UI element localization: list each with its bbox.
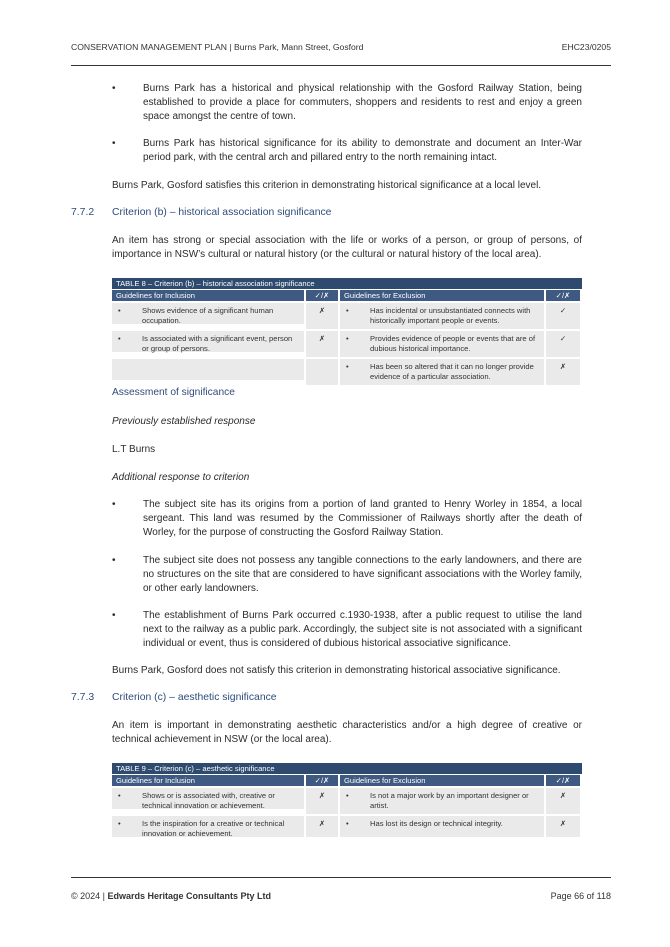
previous-response-label: Previously established response: [112, 416, 256, 427]
exclusion-cell: • Has incidental or unsubstantiated connects with historically important people or events.: [340, 301, 546, 329]
list-item: [112, 609, 582, 650]
bullet-marker: •: [112, 499, 116, 510]
previous-response: L.T Burns: [112, 444, 156, 455]
criterion-b-conclusion: Burns Park, Gosford does not satisfy this criterion in demonstrating historical associative significance.: [112, 665, 561, 676]
section-number: 7.7.2: [71, 207, 95, 218]
table-header-mark: ✓/✗: [306, 289, 340, 301]
list-item: [112, 554, 582, 595]
section-number: 7.7.3: [71, 692, 95, 703]
inclusion-cell: • Shows evidence of a significant human occupation.: [112, 301, 306, 324]
header-reference-number: EHC23/0205: [561, 42, 611, 52]
exclusion-cell: • Provides evidence of people or events that are of dubious historical importance.: [340, 329, 546, 357]
inclusion-cell: • Shows or is associated with, creative or technical innovation or achievement.: [112, 786, 306, 809]
criterion-definition: An item has strong or special association with the life or works of a person, or group of persons, of importance in NSW’s cultural or natural history (or the cultural or natural history of the local area).: [112, 235, 582, 260]
bullet-marker: •: [112, 83, 116, 94]
criterion-b-table: [112, 278, 582, 385]
exclusion-mark-cell: ✓: [546, 329, 582, 357]
exclusion-mark-cell: ✗: [546, 814, 582, 837]
exclusion-cell: • Has been so altered that it can no longer provide evidence of a particular association.: [340, 357, 546, 385]
bullet-marker: •: [112, 610, 116, 621]
exclusion-mark-cell: ✗: [546, 357, 582, 385]
list-item: [112, 82, 582, 123]
inclusion-cell-empty: [112, 357, 306, 380]
table-header-inclusion: Guidelines for Inclusion: [112, 289, 306, 301]
inclusion-cell: • Is the inspiration for a creative or technical innovation or achievement.: [112, 814, 306, 837]
header-document-title: CONSERVATION MANAGEMENT PLAN | Burns Park, Mann Street, Gosford: [71, 42, 364, 52]
table-header-exclusion: Guidelines for Exclusion: [340, 289, 546, 301]
table-header-exclusion: Guidelines for Exclusion: [340, 774, 546, 786]
list-item: [112, 498, 582, 539]
exclusion-mark-cell: ✗: [546, 786, 582, 814]
bullet-marker: •: [112, 555, 116, 566]
inclusion-mark-cell: ✗: [306, 814, 340, 837]
table-header-mark: ✓/✗: [546, 774, 582, 786]
additional-response-label: Additional response to criterion: [112, 472, 250, 483]
exclusion-mark-cell: ✓: [546, 301, 582, 329]
list-item-text: Burns Park has historical significance for its ability to demonstrate and document an Inter-War period park, with the central arch and pillared entry to the north remaining intact.: [143, 138, 582, 163]
table-caption: TABLE 9 – Criterion (c) – aesthetic significance: [112, 763, 582, 774]
list-item: [112, 137, 582, 165]
inclusion-mark-cell: ✗: [306, 786, 340, 814]
inclusion-mark-cell: ✗: [306, 329, 340, 357]
table-caption: TABLE 8 – Criterion (b) – historical association significance: [112, 278, 582, 289]
page-number: Page 66 of 118: [550, 891, 611, 901]
list-item-text: The subject site has its origins from a portion of land granted to Henry Worley in 1854, a local sergeant. This land was resumed by the Commissioner of Railways shortly after the death of Worley, for the purpose of constructing the Gosford Railway Station.: [143, 499, 582, 538]
page-footer: [71, 891, 611, 901]
list-item-text: The subject site does not possess any tangible connections to the early landowners, and there are no structures on the site that are considered to have significant associations with the Worley family, or other early landowners.: [143, 555, 582, 594]
footer-company: Edwards Heritage Consultants Pty Ltd: [107, 891, 272, 901]
footer-divider: [71, 877, 611, 878]
table-header-mark: ✓/✗: [306, 774, 340, 786]
list-item-text: The establishment of Burns Park occurred c.1930-1938, after a public request to utilise the land next to the railway as a public park. Accordingly, the subject site is not associated with a significant individual or event, thus is considered of dubious historical associative significance.: [143, 610, 582, 649]
criterion-a-conclusion: Burns Park, Gosford satisfies this criterion in demonstrating historical significance at a local level.: [112, 180, 542, 191]
criterion-c-table: [112, 763, 582, 837]
assessment-heading: Assessment of significance: [112, 387, 235, 398]
exclusion-cell: • Is not a major work by an important designer or artist.: [340, 786, 546, 814]
section-title: Criterion (c) – aesthetic significance: [112, 692, 277, 703]
exclusion-cell: • Has lost its design or technical integrity.: [340, 814, 546, 837]
footer-copyright: © 2024 | Edwards Heritage Consultants Pty Ltd: [71, 891, 272, 901]
table-header-inclusion: Guidelines for Inclusion: [112, 774, 306, 786]
inclusion-mark-cell-empty: [306, 357, 340, 385]
table-header-mark: ✓/✗: [546, 289, 582, 301]
bullet-marker: •: [112, 138, 116, 149]
criterion-definition: An item is important in demonstrating aesthetic characteristics and/or a high degree of creative or technical achievement in NSW (or the local area).: [112, 720, 582, 745]
inclusion-mark-cell: ✗: [306, 301, 340, 329]
header-divider: [71, 65, 611, 66]
section-title: Criterion (b) – historical association significance: [112, 207, 332, 218]
inclusion-cell: • Is associated with a significant event, person or group of persons.: [112, 329, 306, 352]
list-item-text: Burns Park has a historical and physical relationship with the Gosford Railway Station, being established to provide a place for commuters, shoppers and residents to rest and enjoy a green space amongst the centre of town.: [143, 83, 582, 122]
page-header: [71, 42, 611, 52]
